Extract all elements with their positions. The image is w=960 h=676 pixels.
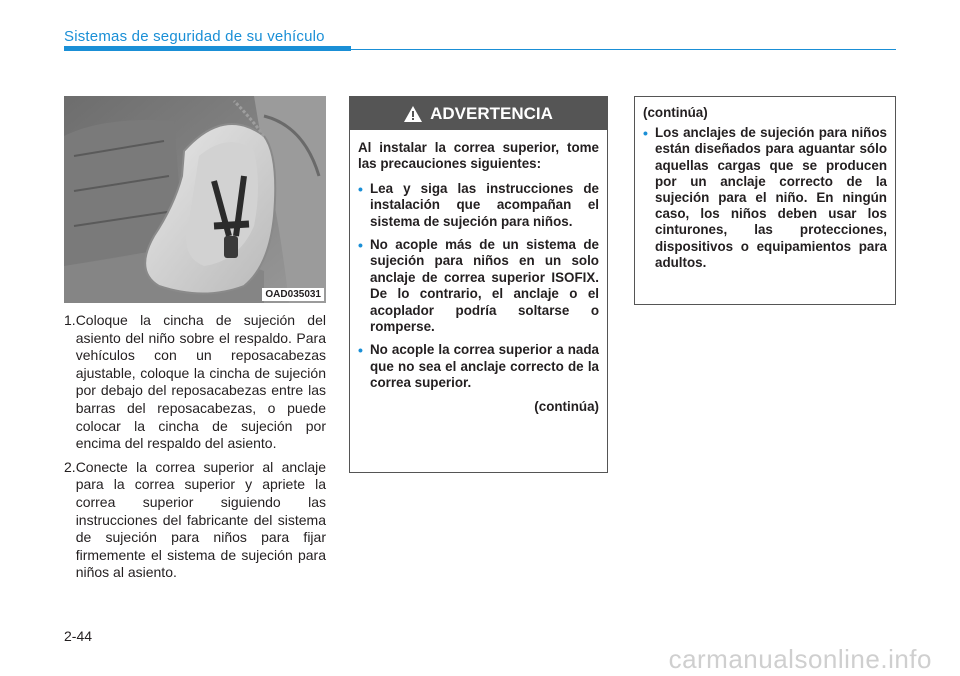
continued-heading: (continúa) (643, 105, 708, 120)
bullet-dot-icon: • (643, 125, 648, 142)
child-seat-photo (64, 96, 326, 303)
figure-code: OAD035031 (262, 288, 324, 301)
warning-bullet: • Lea y siga las instrucciones de instalación que acompañan el sistema de sujeción para niños. (358, 180, 599, 229)
item-text: Coloque la cincha de sujeción del asiento del niño sobre el respaldo. Para vehículos con un reposacabezas ajustable, coloque la cincha de sujeción por debajo del reposacabezas entre las barras del reposacabezas, o puede colocar la cincha de sujeción por encima del respaldo del asiento. (75, 312, 326, 452)
warning-bullet: • No acople más de un sistema de sujeción para niños en un solo anclaje de correa superior ISOFIX. De lo contrario, el anclaje o el acoplador podría soltarse o romperse. (358, 237, 599, 335)
bullet-dot-icon: • (358, 342, 363, 359)
item-text: Conecte la correa superior al anclaje para la correa superior y apriete la correa superior siguiendo las instrucciones del fabricante del sistema de sujeción para niños para fijar firmemente el sistema de sujeción para niños al asiento. (75, 458, 326, 581)
warning-title: ADVERTENCIA (430, 103, 553, 123)
bullet-dot-icon: • (358, 180, 363, 197)
header-rule-thin (351, 49, 896, 50)
continued-bullet: • Los anclajes de sujeción para niños están diseñados para aguantar sólo aquellas cargas que se producen por un anclaje correcto de la sujeción para el niño. En ningún caso, los niños deben usar los cinturones, las protecciones, dispositivos o equipamientos para adultos. (643, 125, 887, 270)
warning-header (350, 97, 607, 130)
continued-box (634, 96, 896, 305)
item-number: 2. (64, 458, 76, 475)
bullet-dot-icon: • (358, 237, 363, 254)
warning-bullet: • No acople la correa superior a nada que no sea el anclaje correcto de la correa superior. (358, 342, 599, 391)
warning-box (349, 96, 608, 473)
instruction-item-1 (64, 312, 326, 453)
warning-triangle-icon (404, 106, 422, 122)
warning-intro: Al instalar la correa superior, tome las precauciones siguientes: (358, 140, 599, 172)
item-number: 1. (64, 312, 76, 328)
warning-continues: (continúa) (534, 398, 599, 414)
instructions-column (64, 312, 326, 588)
watermark: carmanualsonline.info (668, 644, 932, 674)
header-rule-thick (64, 46, 351, 51)
page-number: 2-44 (64, 628, 93, 644)
section-title: Sistemas de seguridad de su vehículo (64, 28, 325, 45)
instruction-item-2 (64, 459, 326, 582)
